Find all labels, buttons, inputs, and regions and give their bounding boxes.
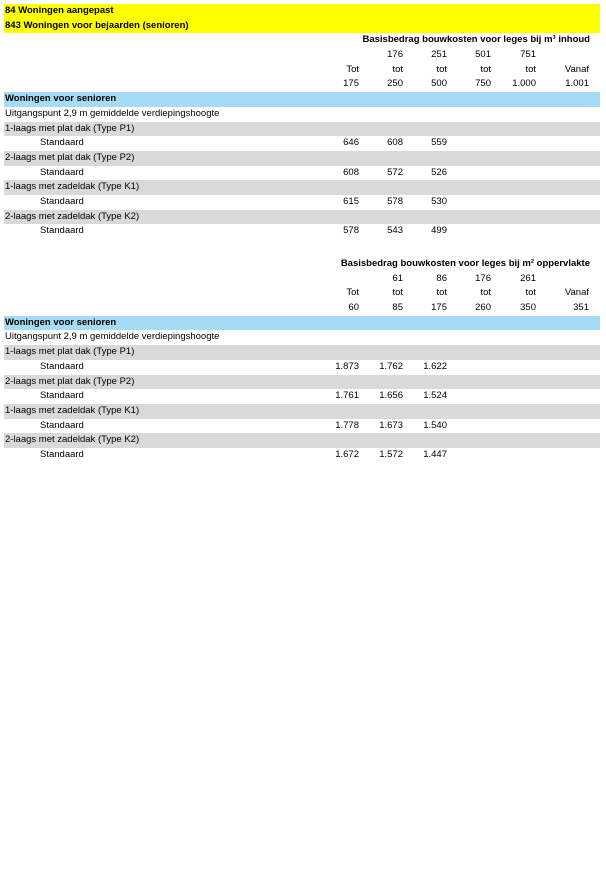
inhoud-range-top: 176 (387, 49, 403, 61)
inhoud-range-bottom: 750 (475, 78, 491, 90)
oppervlakte-range-mid-row[interactable] (4, 286, 600, 301)
group-label: 2-laags met zadeldak (Type K2) (5, 210, 140, 222)
value-cell: 615 (343, 195, 359, 207)
group-label-row[interactable] (4, 404, 600, 419)
spacer (4, 239, 600, 257)
group-label-row[interactable] (4, 180, 600, 195)
inhoud-range-mid: tot (480, 63, 491, 75)
inhoud-range-mid: tot (392, 63, 403, 75)
inhoud-range-bottom: 1.000 (512, 78, 536, 90)
table-row[interactable] (4, 448, 600, 463)
value-cell: 499 (431, 225, 447, 237)
oppervlakte-note-row[interactable] (4, 330, 600, 345)
group-label-row[interactable] (4, 345, 600, 360)
oppervlakte-range-mid: tot (480, 287, 491, 299)
inhoud-section-row[interactable] (4, 92, 600, 107)
sub-label: Standaard (40, 225, 84, 237)
value-cell: 1.540 (423, 419, 447, 431)
header-row-2[interactable] (4, 19, 600, 34)
value-cell: 1.673 (379, 419, 403, 431)
oppervlakte-title: Basisbedrag bouwkosten voor leges bij m² oppervlakte (340, 258, 590, 269)
oppervlakte-range-bottom: 260 (475, 302, 491, 314)
table-row[interactable] (4, 419, 600, 434)
value-cell: 608 (343, 166, 359, 178)
inhoud-range-top-row[interactable] (4, 48, 600, 63)
inhoud-title-row[interactable] (4, 33, 600, 48)
value-cell: 1.524 (423, 390, 447, 402)
header-line-2: 843 Woningen voor bejaarden (senioren) (5, 19, 189, 31)
oppervlakte-range-top-row[interactable] (4, 272, 600, 287)
inhoud-note-row[interactable] (4, 107, 600, 122)
oppervlakte-range-top: 61 (392, 272, 403, 284)
oppervlakte-range-mid: tot (392, 287, 403, 299)
inhoud-range-top: 751 (520, 49, 536, 61)
header-row-1[interactable] (4, 4, 600, 19)
table-row[interactable] (4, 166, 600, 181)
inhoud-title: Basisbedrag bouwkosten voor leges bij m³ inhoud (362, 34, 590, 46)
sub-label: Standaard (40, 448, 84, 460)
value-cell: 1.762 (379, 360, 403, 372)
value-cell: 530 (431, 195, 447, 207)
note-text: Uitgangspunt 2,9 m gemiddelde verdiepingshoogte (5, 107, 220, 119)
value-cell: 1.447 (423, 448, 447, 460)
spreadsheet (4, 4, 600, 463)
value-cell: 559 (431, 137, 447, 149)
sub-label: Standaard (40, 195, 84, 207)
group-label: 2-laags met plat dak (Type P2) (5, 375, 135, 387)
value-cell: 578 (387, 195, 403, 207)
oppervlakte-range-bottom: 350 (520, 302, 536, 314)
oppervlakte-title-row[interactable] (4, 257, 600, 272)
group-label: 2-laags met zadeldak (Type K2) (5, 434, 140, 446)
header-line-1: 84 Woningen aangepast (5, 5, 114, 16)
oppervlakte-range-mid: tot (525, 287, 536, 299)
table-row[interactable] (4, 195, 600, 210)
value-cell: 1.761 (335, 390, 359, 402)
group-label: 2-laags met plat dak (Type P2) (5, 151, 135, 163)
oppervlakte-range-mid: Tot (346, 287, 359, 299)
table-row[interactable] (4, 136, 600, 151)
oppervlakte-range-top: 86 (436, 272, 447, 284)
section-title: Woningen voor senioren (5, 316, 117, 328)
inhoud-range-mid: tot (525, 63, 536, 75)
inhoud-range-top: 251 (431, 49, 447, 61)
value-cell: 1.778 (335, 419, 359, 431)
sub-label: Standaard (40, 390, 84, 402)
inhoud-range-bottom: 500 (431, 78, 447, 90)
value-cell: 1.672 (335, 448, 359, 460)
oppervlakte-range-bottom: 60 (348, 302, 359, 314)
oppervlakte-range-bottom: 85 (392, 302, 403, 314)
sub-label: Standaard (40, 419, 84, 431)
oppervlakte-range-bottom-row[interactable] (4, 301, 600, 316)
value-cell: 646 (343, 137, 359, 149)
inhoud-range-bottom: 175 (343, 78, 359, 90)
inhoud-range-top: 501 (475, 49, 491, 61)
sub-label: Standaard (40, 360, 84, 372)
value-cell: 1.656 (379, 390, 403, 402)
oppervlakte-section-row[interactable] (4, 316, 600, 331)
inhoud-range-mid: tot (436, 63, 447, 75)
value-cell: 578 (343, 225, 359, 237)
group-label-row[interactable] (4, 210, 600, 225)
oppervlakte-range-bottom: 351 (573, 302, 589, 314)
oppervlakte-range-bottom: 175 (431, 302, 447, 314)
inhoud-range-mid: Tot (346, 63, 359, 75)
table-row[interactable] (4, 360, 600, 375)
inhoud-range-bottom-row[interactable] (4, 77, 600, 92)
value-cell: 608 (387, 137, 403, 149)
oppervlakte-range-mid: tot (436, 287, 447, 299)
table-row[interactable] (4, 224, 600, 239)
value-cell: 1.572 (379, 448, 403, 460)
inhoud-range-bottom: 250 (387, 78, 403, 90)
value-cell: 526 (431, 166, 447, 178)
table-row[interactable] (4, 389, 600, 404)
group-label: 1-laags met zadeldak (Type K1) (5, 181, 140, 193)
oppervlakte-range-top: 176 (475, 272, 491, 284)
value-cell: 572 (387, 166, 403, 178)
group-label: 1-laags met plat dak (Type P1) (5, 122, 135, 134)
oppervlakte-range-mid: Vanaf (564, 287, 589, 299)
section-title: Woningen voor senioren (5, 93, 117, 105)
sub-label: Standaard (40, 137, 84, 149)
inhoud-range-mid-row[interactable] (4, 63, 600, 78)
oppervlakte-range-top: 261 (520, 272, 536, 284)
group-label-row[interactable] (4, 375, 600, 390)
inhoud-range-mid: Vanaf (564, 63, 589, 75)
group-label-row[interactable] (4, 433, 600, 448)
group-label: 1-laags met zadeldak (Type K1) (5, 404, 140, 416)
inhoud-range-bottom: 1.001 (565, 78, 589, 90)
group-label-row[interactable] (4, 122, 600, 137)
group-label-row[interactable] (4, 151, 600, 166)
group-label: 1-laags met plat dak (Type P1) (5, 346, 135, 358)
value-cell: 1.622 (423, 360, 447, 372)
note-text: Uitgangspunt 2,9 m gemiddelde verdiepingshoogte (5, 331, 220, 343)
sub-label: Standaard (40, 166, 84, 178)
value-cell: 1.873 (335, 360, 359, 372)
value-cell: 543 (387, 225, 403, 237)
